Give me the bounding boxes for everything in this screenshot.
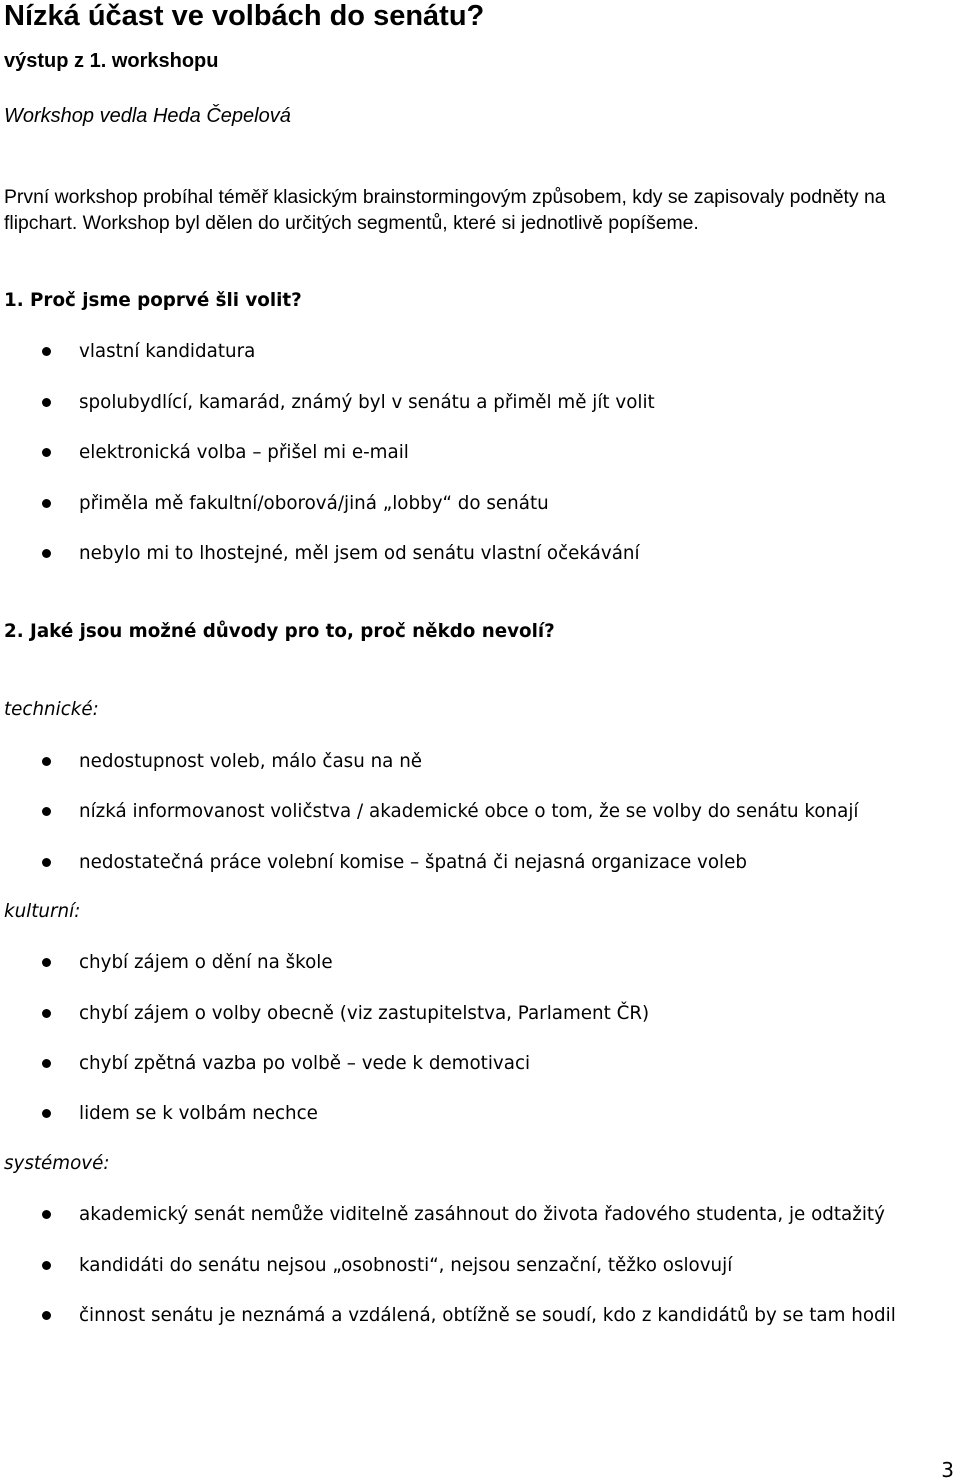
list-item: [0, 390, 960, 416]
bullet-icon: [42, 958, 51, 967]
category-label-technical: technické:: [4, 699, 99, 720]
bullet-icon: [42, 1009, 51, 1018]
list-item-text: činnost senátu je neznámá a vzdálená, obtížně se soudí, kdo z kandidátů by se tam hodil: [79, 1305, 896, 1326]
list-item-text: spolubydlící, kamarád, známý byl v senátu a přiměl mě jít volit: [79, 392, 655, 413]
bullet-icon: [42, 858, 51, 867]
workshop-author: Workshop vedla Heda Čepelová: [4, 105, 291, 127]
intro-paragraph: První workshop probíhal téměř klasickým brainstormingovým způsobem, kdy se zapisovaly podněty na flipchart. Workshop byl dělen do určitých segmentů, které si jednotlivě popíšeme.: [4, 186, 886, 234]
bullet-icon: [42, 1261, 51, 1270]
section-2-heading: 2. Jaké jsou možné důvody pro to, proč někdo nevolí?: [4, 621, 555, 642]
bullet-icon: [42, 1311, 51, 1320]
list-item: [0, 440, 960, 466]
bullet-icon: [42, 499, 51, 508]
list-item-text: akademický senát nemůže viditelně zasáhnout do života řadového studenta, je odtažitý: [79, 1204, 885, 1225]
list-item: [0, 491, 960, 517]
bullet-icon: [42, 398, 51, 407]
list-item: [0, 850, 960, 876]
bullet-icon: [42, 807, 51, 816]
list-item: [0, 749, 960, 775]
list-item-text: nebylo mi to lhostejné, měl jsem od senátu vlastní očekávání: [79, 543, 640, 564]
list-item-text: chybí zájem o volby obecně (viz zastupitelstva, Parlament ČR): [79, 1003, 650, 1024]
list-item: [0, 1101, 960, 1127]
list-item-text: chybí zájem o dění na škole: [79, 952, 333, 973]
list-item: [0, 1303, 960, 1329]
bullet-icon: [42, 757, 51, 766]
document-subtitle: výstup z 1. workshopu: [4, 50, 219, 72]
list-item-text: nízká informovanost voličstva / akademické obce o tom, že se volby do senátu konají: [79, 801, 859, 822]
bullet-icon: [42, 1059, 51, 1068]
document-title: Nízká účast ve volbách do senátu?: [4, 0, 485, 32]
category-label-cultural: kulturní:: [4, 901, 81, 922]
list-item-text: lidem se k volbám nechce: [79, 1103, 318, 1124]
list-item-text: vlastní kandidatura: [79, 341, 256, 362]
category-label-systemic: systémové:: [4, 1153, 110, 1174]
list-item: [0, 541, 960, 567]
list-item-text: kandidáti do senátu nejsou „osobnosti“, nejsou senzační, těžko oslovují: [79, 1255, 733, 1276]
list-item-text: chybí zpětná vazba po volbě – vede k demotivaci: [79, 1053, 531, 1074]
bullet-icon: [42, 1210, 51, 1219]
list-item: [0, 1001, 960, 1027]
bullet-icon: [42, 347, 51, 356]
page-number: 3: [941, 1458, 954, 1482]
list-item-text: elektronická volba – přišel mi e-mail: [79, 442, 409, 463]
bullet-icon: [42, 448, 51, 457]
list-item: [0, 1253, 960, 1279]
list-item-text: nedostatečná práce volební komise – špatná či nejasná organizace voleb: [79, 852, 747, 873]
list-item-text: nedostupnost voleb, málo času na ně: [79, 751, 423, 772]
list-item-text: přiměla mě fakultní/oborová/jiná „lobby“ do senátu: [79, 493, 549, 514]
section-1-heading: 1. Proč jsme poprvé šli volit?: [4, 290, 302, 311]
list-item: [0, 799, 960, 825]
bullet-icon: [42, 1109, 51, 1118]
list-item: [0, 339, 960, 365]
list-item: [0, 1202, 960, 1228]
list-item: [0, 950, 960, 976]
bullet-icon: [42, 549, 51, 558]
list-item: [0, 1051, 960, 1077]
